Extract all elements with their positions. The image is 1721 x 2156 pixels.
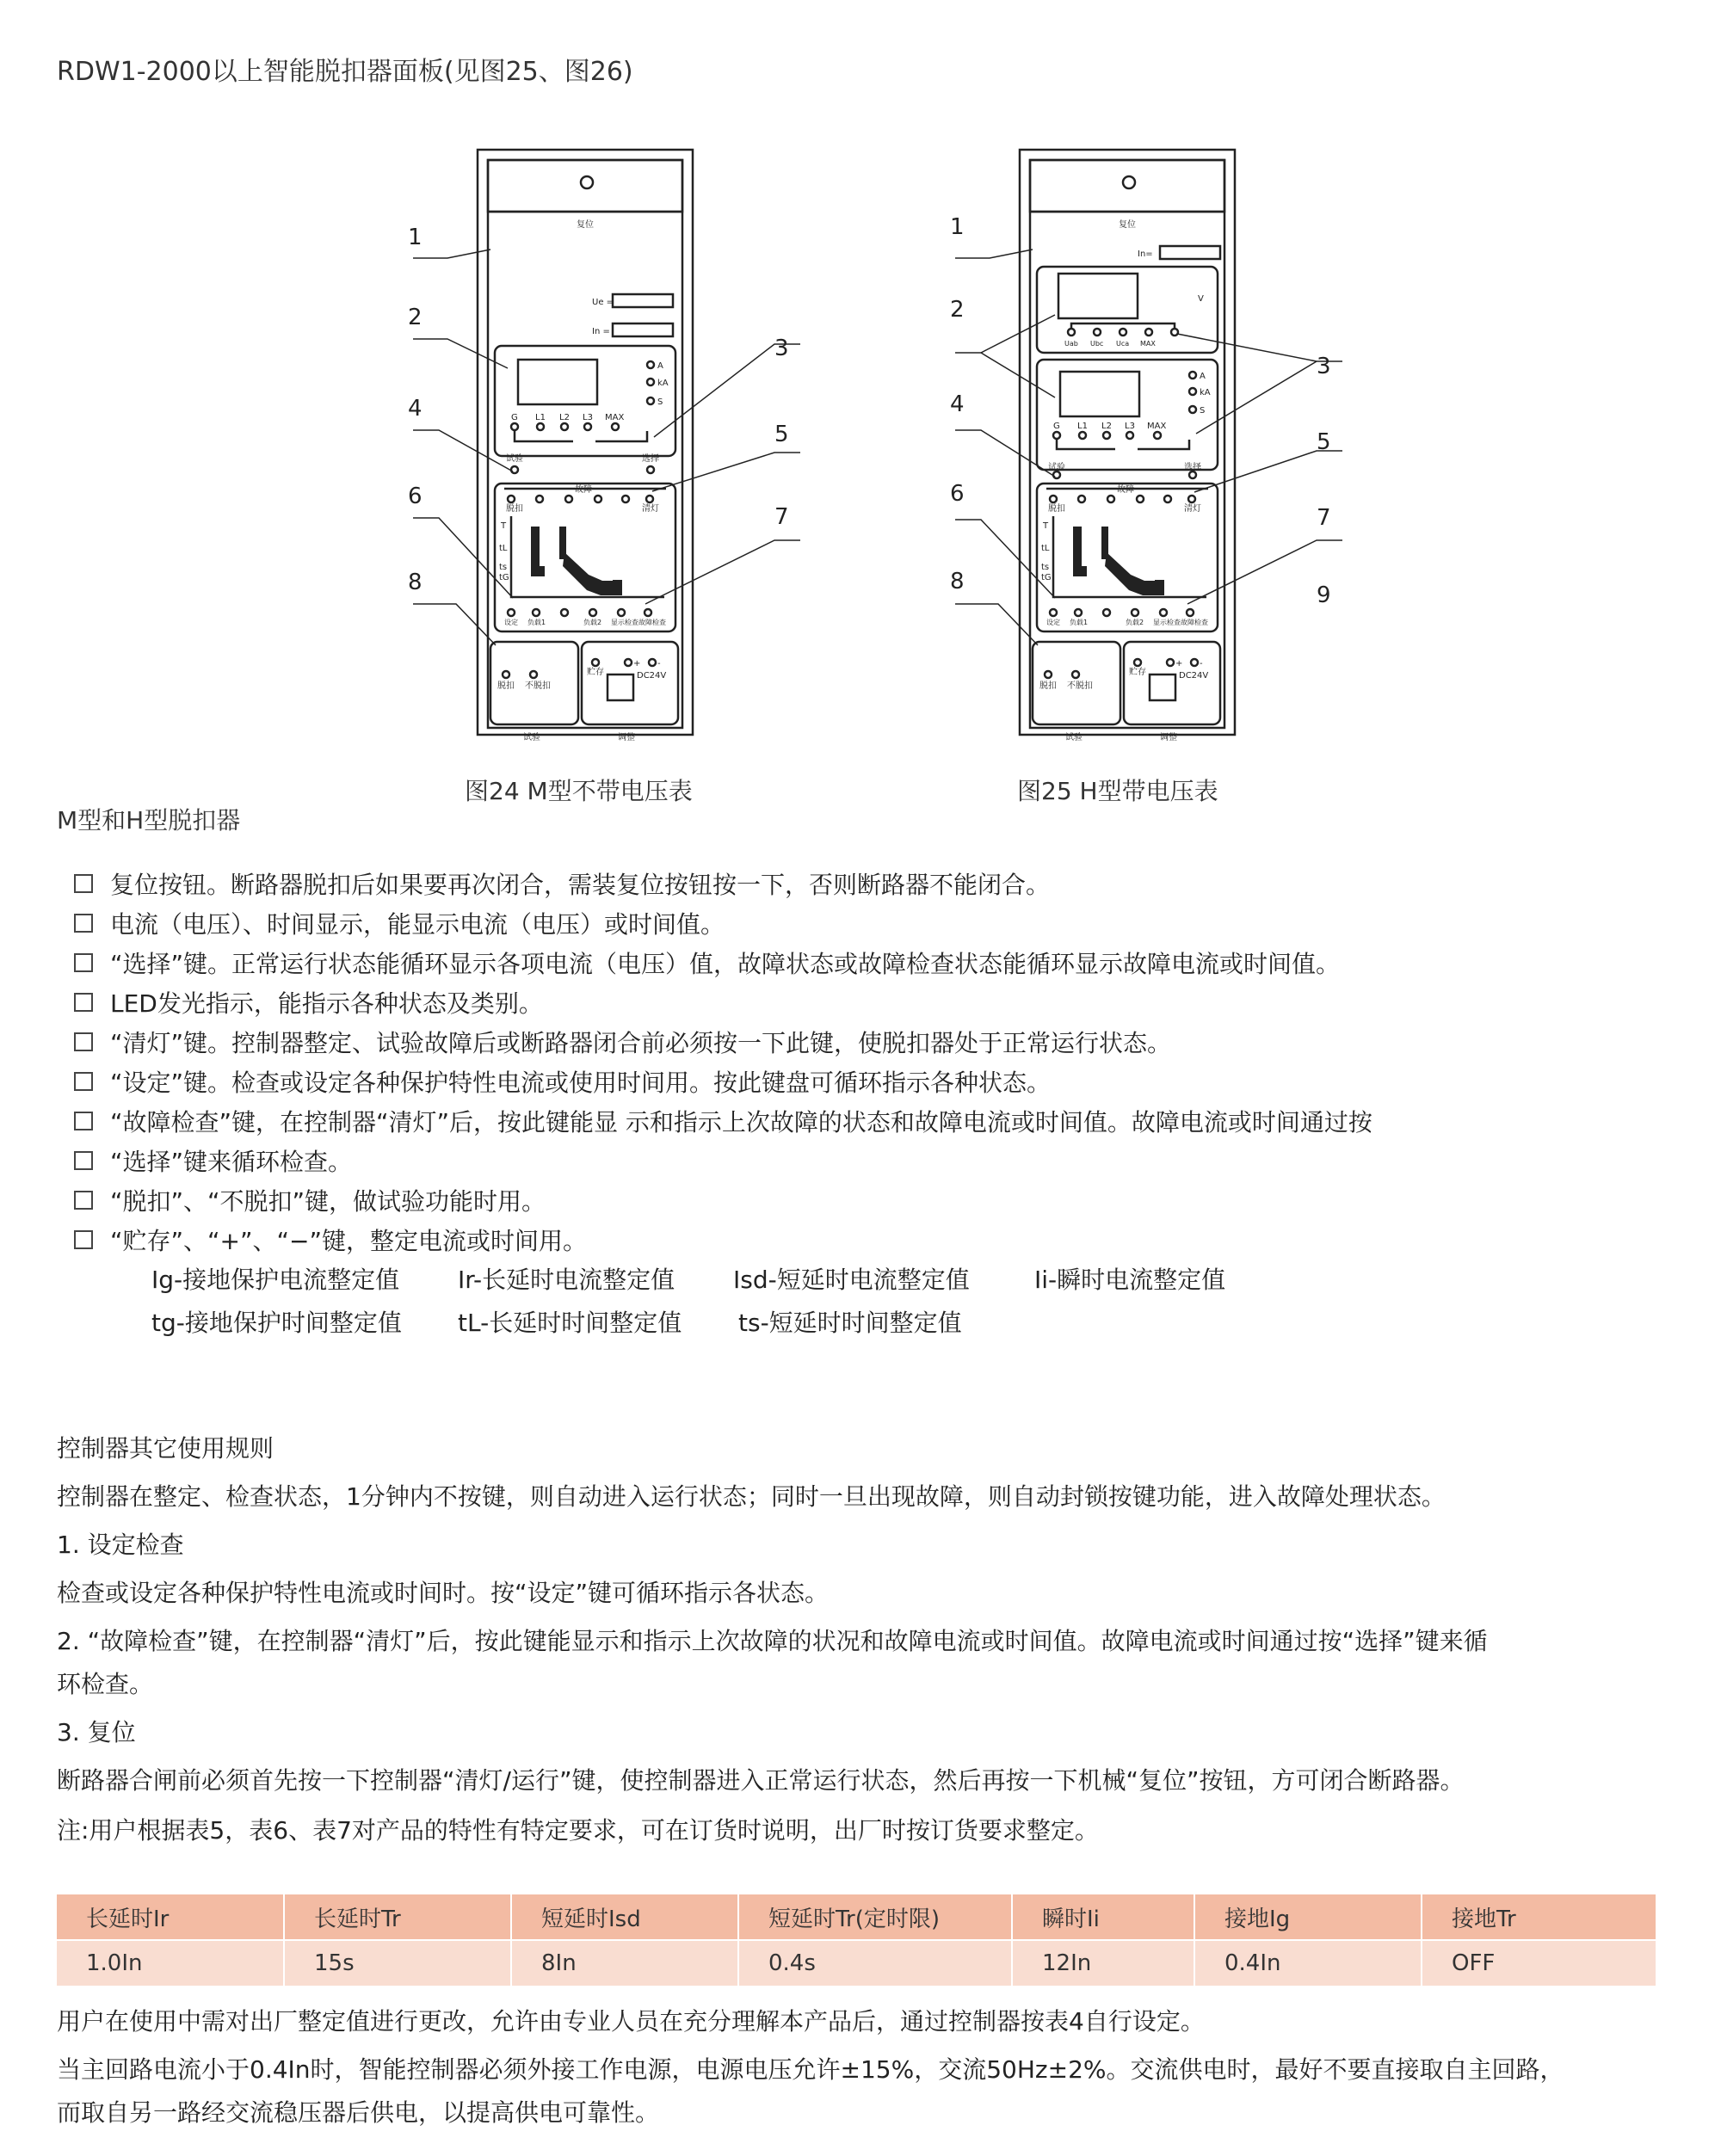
in-label: In =: [592, 327, 610, 336]
checkbox-square-icon: [74, 1151, 93, 1170]
dc24v-label: DC24V: [1179, 671, 1209, 681]
callout-1: 1: [950, 214, 965, 240]
trip-led-label: 脱扣: [506, 504, 523, 514]
checkbox-square-icon: [74, 874, 93, 893]
phase-l1-label: L1: [1077, 422, 1088, 431]
curve-tg-label: tG: [1041, 573, 1052, 582]
checkbox-square-icon: [74, 993, 93, 1012]
protection-curve-icon: [1073, 527, 1164, 595]
abbr-ig: Ig-接地保护电流整定值: [151, 1266, 400, 1294]
checkbox-square-icon: [74, 953, 93, 972]
clear-label: 清灯: [642, 504, 659, 514]
callout-7: 7: [1317, 505, 1331, 531]
btn-load2-label: 负载2: [583, 619, 602, 626]
curve-tg-label: tG: [499, 573, 509, 582]
callout-1: 1: [408, 225, 423, 250]
abbr-tl: tL-长延时时间整定值: [458, 1309, 682, 1337]
figure-h-panel-diagram: [947, 146, 1342, 748]
test-box-label: 试验: [1065, 733, 1083, 742]
btn-set-label: 设定: [1046, 619, 1060, 626]
checkbox-square-icon: [74, 1230, 93, 1249]
table-header-cell: 短延时Tr(定时限): [738, 1894, 1012, 1940]
list-item: [74, 943, 1692, 983]
unit-a-label: A: [1200, 372, 1206, 381]
callout-3: 3: [774, 336, 789, 361]
unit-a-label: A: [657, 361, 663, 371]
btn-display-check-label: 显示检查: [611, 619, 638, 626]
abbr-ii: Ii-瞬时电流整定值: [1034, 1266, 1226, 1294]
callout-6: 6: [950, 481, 965, 507]
curve-t-label: T: [1043, 521, 1049, 531]
list-item: [74, 864, 1692, 903]
unit-s-label: S: [657, 397, 663, 407]
no-trip-button-label: 不脱扣: [525, 681, 551, 691]
footer-line-1: 用户在使用中需对出厂整定值进行更改，允许由专业人员在充分理解本产品后，通过控制器按表4自行设定。: [57, 2007, 1205, 2036]
table-cell: 15s: [284, 1940, 511, 1986]
btn-display-check-label: 显示检查: [1153, 619, 1181, 626]
callout-9: 9: [1317, 582, 1331, 608]
list-item: [74, 1022, 1692, 1062]
btn-load2-label: 负载2: [1126, 619, 1144, 626]
voltage-display-icon: [1058, 274, 1138, 318]
reset-button-icon: [1123, 176, 1135, 188]
rules-note: 注:用户根据表5，表6、表7对产品的特性有特定要求，可在订货时说明，出厂时按订货要求整定。: [57, 1816, 1099, 1845]
store-button-label: 贮存: [1129, 668, 1146, 677]
phase-l2-label: L2: [1101, 422, 1112, 431]
ue-label: Ue =: [592, 298, 614, 307]
footer-line-2: 当主回路电流小于0.4In时，智能控制器必须外接工作电源，电源电压允许±15%，交流50Hz±2%。交流供电时，最好不要直接取自主回路，: [57, 2055, 1564, 2084]
list-item: [74, 903, 1692, 943]
rules-intro: 控制器在整定、检查状态，1分钟内不按键，则自动进入运行状态；同时一旦出现故障，则自动封锁按键功能，进入故障处理状态。: [57, 1482, 1446, 1511]
table-header-cell: 瞬时Ii: [1012, 1894, 1194, 1940]
select-label: 选择: [1184, 463, 1201, 472]
unit-v-label: V: [1198, 294, 1204, 304]
callout-6: 6: [408, 484, 423, 509]
phase-g-label: G: [1053, 422, 1060, 431]
rules-heading: 控制器其它使用规则: [57, 1434, 274, 1463]
item-text: LED发光指示，能指示各种状态及类别。: [110, 989, 543, 1018]
unit-ka-label: kA: [1200, 388, 1211, 397]
phase-max-label: MAX: [1147, 422, 1167, 431]
list-item: [74, 1062, 1692, 1101]
volt-uca-label: Uca: [1116, 340, 1130, 348]
table-cell: 12In: [1012, 1940, 1194, 1986]
list-item: [74, 983, 1692, 1022]
adjust-section-box: [582, 642, 678, 724]
callout-8: 8: [950, 569, 965, 594]
figure-m-panel-diagram: [404, 146, 800, 748]
table-cell: 1.0In: [57, 1940, 284, 1986]
trip-button-label: 脱扣: [1039, 681, 1057, 691]
fault-label: 故障: [575, 485, 592, 495]
curve-ts-label: ts: [499, 563, 508, 572]
minus-button-label: -: [657, 659, 661, 668]
table-cell: OFF: [1422, 1940, 1656, 1986]
trip-button-label: 脱扣: [497, 681, 515, 691]
curve-t-label: T: [501, 521, 507, 531]
item-text: 复位按钮。断路器脱扣后如果要再次闭合，需装复位按钮按一下，否则断路器不能闭合。: [110, 871, 1051, 899]
callout-5: 5: [1317, 429, 1331, 455]
reset-label: 复位: [1119, 220, 1136, 230]
dc24v-label: DC24V: [637, 671, 667, 681]
test-label: 试验: [1048, 463, 1065, 472]
figure-h-caption: 图25 H型带电压表: [1017, 777, 1218, 805]
reset-button-icon: [581, 176, 593, 188]
panel-outer-frame: [478, 150, 693, 735]
checkbox-square-icon: [74, 1032, 93, 1051]
table-cell: 8In: [511, 1940, 738, 1986]
item-text: “选择”键。正常运行状态能循环显示各项电流（电压）值，故障状态或故障检查状态能循环显示故障电流或时间值。: [110, 950, 1341, 978]
reset-label: 复位: [577, 220, 594, 230]
test-label: 试验: [506, 454, 523, 464]
callout-8: 8: [408, 570, 423, 595]
trip-led-label: 脱扣: [1048, 504, 1065, 514]
callout-2: 2: [408, 305, 423, 330]
item-text: “贮存”、“+”、“−”键，整定电流或时间用。: [110, 1227, 587, 1255]
table-header-row: [57, 1894, 1656, 1940]
page-title: RDW1-2000以上智能脱扣器面板(见图25、图26): [57, 57, 633, 87]
table-header-cell: 接地Ig: [1194, 1894, 1422, 1940]
curve-tl-label: tL: [499, 544, 508, 553]
checkbox-square-icon: [74, 1072, 93, 1091]
panel-outer-frame: [1020, 150, 1235, 735]
description-list: [74, 864, 1692, 1260]
item-text: “故障检查”键，在控制器“清灯”后，按此键能显 示和指示上次故障的状态和故障电流或时间值。故障电流或时间通过按: [110, 1108, 1372, 1137]
abbr-tg: tg-接地保护时间整定值: [151, 1309, 402, 1337]
btn-fault-check-label: 故障检查: [1181, 619, 1208, 626]
volt-max-label: MAX: [1140, 340, 1156, 348]
plus-button-label: +: [633, 659, 641, 668]
curve-ts-label: ts: [1041, 563, 1050, 572]
rule-3-title: 3. 复位: [57, 1718, 136, 1746]
phase-l3-label: L3: [583, 413, 593, 422]
item-text: “脱扣”、“不脱扣”键，做试验功能时用。: [110, 1187, 546, 1216]
footer-line-3: 而取自另一路经交流稳压器后供电，以提高供电可靠性。: [57, 2098, 660, 2127]
no-trip-button-label: 不脱扣: [1067, 681, 1093, 691]
checkbox-square-icon: [74, 914, 93, 933]
table-header-cell: 短延时Isd: [511, 1894, 738, 1940]
rule-1-title: 1. 设定检查: [57, 1531, 184, 1559]
btn-load1-label: 负载1: [1070, 619, 1089, 626]
clear-label: 清灯: [1184, 504, 1201, 514]
callout-5: 5: [774, 422, 789, 447]
callout-7: 7: [774, 504, 789, 530]
adjust-box-label: 调整: [618, 733, 635, 742]
checkbox-square-icon: [74, 1112, 93, 1130]
subheading: M型和H型脱扣器: [57, 806, 241, 835]
item-text: “设定”键。检查或设定各种保护特性电流或使用时间用。按此键盘可循环指示各种状态。: [110, 1069, 1052, 1097]
current-display-icon: [1060, 372, 1139, 416]
select-label: 选择: [642, 454, 659, 464]
item-text: “选择”键来循环检查。: [110, 1148, 353, 1176]
protection-curve-icon: [531, 527, 622, 595]
btn-set-label: 设定: [504, 619, 518, 626]
phase-l3-label: L3: [1125, 422, 1135, 431]
current-display-icon: [518, 360, 597, 404]
phase-max-label: MAX: [605, 413, 625, 422]
callout-4: 4: [950, 391, 965, 417]
volt-ubc-label: Ubc: [1090, 340, 1104, 348]
store-button-label: 贮存: [587, 668, 604, 677]
fault-label: 故障: [1117, 485, 1134, 495]
table-header-cell: 接地Tr: [1422, 1894, 1656, 1940]
phase-l1-label: L1: [535, 413, 546, 422]
minus-button-label: -: [1200, 659, 1203, 668]
abbr-ir: Ir-长延时电流整定值: [458, 1266, 675, 1294]
unit-s-label: S: [1200, 406, 1206, 416]
table-header-cell: 长延时Tr: [284, 1894, 511, 1940]
abbr-isd: Isd-短延时电流整定值: [733, 1266, 970, 1294]
table-cell: 0.4In: [1194, 1940, 1422, 1986]
table-row: [57, 1940, 1656, 1986]
table-header-cell: 长延时Ir: [57, 1894, 284, 1940]
callout-4: 4: [408, 396, 423, 422]
btn-load1-label: 负载1: [527, 619, 546, 626]
adjust-section-box: [1124, 642, 1220, 724]
list-item: [74, 1101, 1692, 1141]
callout-2: 2: [950, 297, 965, 323]
btn-fault-check-label: 故障检查: [638, 619, 666, 626]
item-text: “清灯”键。控制器整定、试验故障后或断路器闭合前必须按一下此键，使脱扣器处于正常运行状态。: [110, 1029, 1172, 1057]
list-item: [74, 1141, 1692, 1180]
rule-3-body: 断路器合闸前必须首先按一下控制器“清灯/运行”键，使控制器进入正常运行状态，然后再按一下机械“复位”按钮，方可闭合断路器。: [57, 1766, 1465, 1795]
test-box-label: 试验: [523, 733, 540, 742]
list-item: [74, 1180, 1692, 1220]
checkbox-square-icon: [74, 1191, 93, 1210]
phase-g-label: G: [511, 413, 518, 422]
curve-tl-label: tL: [1041, 544, 1050, 553]
list-item: [74, 1220, 1692, 1260]
rule-2-line-2: 环检查。: [57, 1670, 154, 1698]
item-text: 电流（电压）、时间显示，能显示电流（电压）或时间值。: [110, 910, 725, 939]
unit-ka-label: kA: [657, 379, 669, 388]
adjust-box-label: 调整: [1160, 733, 1177, 742]
rule-1-body: 检查或设定各种保护特性电流或时间时。按“设定”键可循环指示各状态。: [57, 1579, 830, 1607]
table-cell: 0.4s: [738, 1940, 1012, 1986]
volt-uab-label: Uab: [1064, 340, 1078, 348]
factory-settings-table: [57, 1894, 1656, 1986]
phase-l2-label: L2: [559, 413, 570, 422]
in-label: In=: [1138, 249, 1153, 259]
rule-2-line-1: 2. “故障检查”键，在控制器“清灯”后，按此键能显示和指示上次故障的状况和故障电流或时间值。故障电流或时间通过按“选择”键来循: [57, 1627, 1488, 1655]
callout-3: 3: [1317, 354, 1331, 379]
plus-button-label: +: [1175, 659, 1183, 668]
figure-m-caption: 图24 M型不带电压表: [465, 777, 693, 805]
abbr-ts: ts-短延时时间整定值: [738, 1309, 962, 1337]
